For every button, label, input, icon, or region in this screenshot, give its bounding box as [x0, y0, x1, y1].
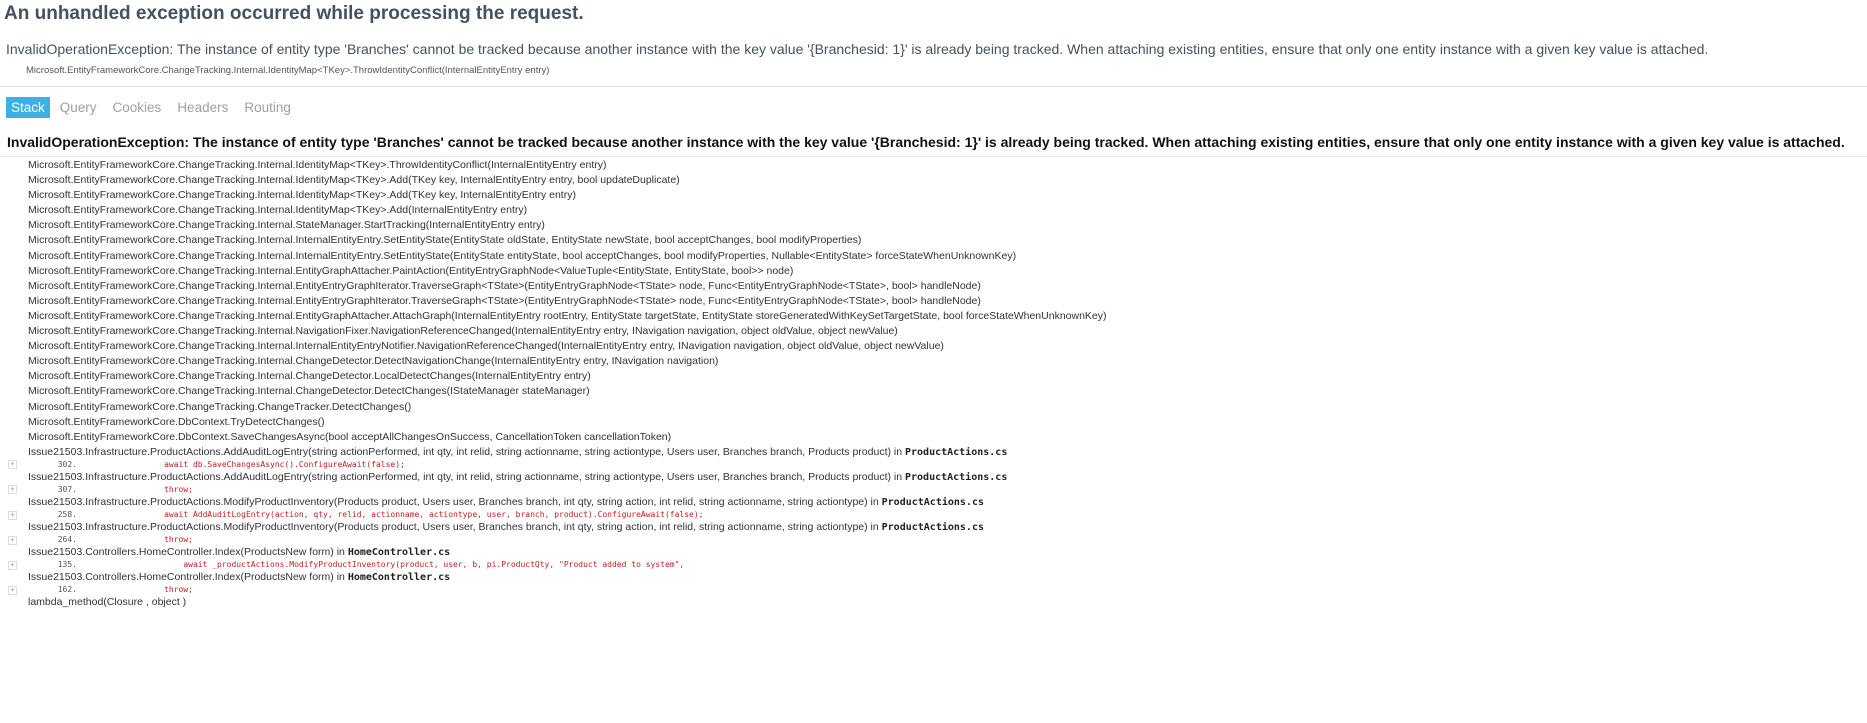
stack-frame: Microsoft.EntityFrameworkCore.ChangeTracking.Internal.ChangeDetector.LocalDetectChanges(InternalEntityEntry entry) [28, 370, 591, 383]
app-frame-file: HomeController.cs [347, 547, 451, 559]
source-code: await _productActions.ModifyProductInventory(product, user, b, pi.ProductQty, "Product added to system", [87, 560, 685, 570]
line-number: 135. [57, 560, 77, 570]
tab-cookies[interactable]: Cookies [112, 99, 162, 115]
stack-frame: Microsoft.EntityFrameworkCore.DbContext.SaveChangesAsync(bool acceptAllChangesOnSuccess, CancellationToken cancellationToken) [28, 430, 672, 443]
source-line [0, 535, 1867, 545]
divider [0, 86, 1867, 87]
stack-frame: Microsoft.EntityFrameworkCore.ChangeTracking.Internal.InternalEntityEntryNotifier.NavigationReferenceChanged(InternalEntityEntry entry, INavigation navigation, object oldValue, object newValue) [28, 340, 944, 353]
line-number: 162. [57, 585, 77, 595]
app-frame [0, 470, 1867, 485]
app-frame-file: ProductActions.cs [905, 446, 1008, 458]
source-code: throw; [87, 484, 193, 494]
app-frame-file: HomeController.cs [347, 572, 451, 584]
expand-source-button[interactable]: + [8, 511, 17, 520]
source-code: throw; [87, 535, 193, 545]
tab-query[interactable]: Query [59, 99, 97, 115]
stack-frame: Microsoft.EntityFrameworkCore.ChangeTracking.Internal.EntityGraphAttacher.AttachGraph(InternalEntityEntry rootEntry, EntityState targetState, EntityState storeGeneratedWithKeySetTargetState, bool forceStateWhenUnknownKey) [28, 309, 1107, 322]
app-frame [0, 545, 1867, 560]
stack-frame: Microsoft.EntityFrameworkCore.ChangeTracking.Internal.InternalEntityEntry.SetEntityState(EntityState entityState, bool acceptChanges, bool modifyProperties, Nullable<EntityState> forceStateWhenUnknownKey) [28, 249, 1017, 262]
line-number: 258. [57, 510, 77, 520]
app-frame-method: Issue21503.Controllers.HomeController.Index(ProductsNew form) in [28, 571, 348, 584]
source-line [0, 510, 1867, 520]
app-frame [0, 520, 1867, 535]
stack-frame: Microsoft.EntityFrameworkCore.ChangeTracking.Internal.ChangeDetector.DetectNavigationChange(InternalEntityEntry entry, INavigation navigation) [28, 355, 719, 368]
expand-source-button[interactable]: + [8, 536, 17, 545]
app-frame-method: Issue21503.Controllers.HomeController.Index(ProductsNew form) in [28, 546, 348, 559]
app-frame-file: ProductActions.cs [905, 471, 1008, 483]
divider [0, 156, 1867, 157]
app-frame [0, 570, 1867, 585]
stack-frame: Microsoft.EntityFrameworkCore.ChangeTracking.Internal.ChangeDetector.DetectChanges(IStateManager stateManager) [28, 385, 590, 398]
app-frame-method: Issue21503.Infrastructure.ProductActions.ModifyProductInventory(Products product, Users user, Branches branch, int qty, string action, int relid, string actionname, string actiontype) in [28, 521, 882, 534]
app-frame-method: Issue21503.Infrastructure.ProductActions.ModifyProductInventory(Products product, Users user, Branches branch, int qty, string action, int relid, string actionname, string actiontype) in [28, 495, 882, 508]
stack-frame: Microsoft.EntityFrameworkCore.ChangeTracking.Internal.IdentityMap<TKey>.Add(TKey key, InternalEntityEntry entry) [28, 189, 576, 202]
exception-summary: InvalidOperationException: The instance of entity type 'Branches' cannot be tracked because another instance with the key value '{Branchesid: 1}' is already being tracked. When attaching existing entities, ensure that only one entity instance with a given key value is attached. [6, 41, 1709, 57]
stack-frame: Microsoft.EntityFrameworkCore.DbContext.TryDetectChanges() [28, 415, 325, 428]
expand-source-button[interactable]: + [8, 586, 17, 595]
stack-frame: Microsoft.EntityFrameworkCore.ChangeTracking.ChangeTracker.DetectChanges() [28, 400, 412, 413]
source-line [0, 585, 1867, 595]
source-code: throw; [87, 585, 193, 595]
app-frame-method: Issue21503.Infrastructure.ProductActions.AddAuditLogEntry(string actionPerformed, int qty, int relid, string actionname, string actiontype, Users user, Branches branch, Products product) in [28, 445, 905, 458]
stack-frame: Microsoft.EntityFrameworkCore.ChangeTracking.Internal.EntityEntryGraphIterator.TraverseGraph<TState>(EntityEntryGraphNode<TState> node, Func<EntityEntryGraphNode<TState>, bool> handleNode) [28, 279, 981, 292]
stack-frames [0, 158, 1867, 610]
expand-source-button[interactable]: + [8, 485, 17, 494]
expand-source-button[interactable]: + [8, 561, 17, 570]
source-code: await AddAuditLogEntry(action, qty, relid, actionname, actiontype, user, branch, product).ConfigureAwait(false); [87, 510, 704, 520]
source-line [0, 460, 1867, 470]
stack-heading: InvalidOperationException: The instance of entity type 'Branches' cannot be tracked because another instance with the key value '{Branchesid: 1}' is already being tracked. When attaching existing entities, ensure that only one entity instance with a given key value is attached. [7, 134, 1845, 150]
source-line [0, 485, 1867, 495]
source-code: await db.SaveChangesAsync().ConfigureAwait(false); [87, 459, 405, 469]
tab-bar [6, 95, 1867, 119]
app-frame [0, 445, 1867, 460]
stack-frame: Microsoft.EntityFrameworkCore.ChangeTracking.Internal.IdentityMap<TKey>.ThrowIdentityConflict(InternalEntityEntry entry) [28, 159, 607, 171]
stack-frame: Microsoft.EntityFrameworkCore.ChangeTracking.Internal.StateManager.StartTracking(InternalEntityEntry entry) [28, 219, 545, 232]
stack-frame: lambda_method(Closure , object ) [28, 596, 187, 609]
app-frame-method: Issue21503.Infrastructure.ProductActions.AddAuditLogEntry(string actionPerformed, int qty, int relid, string actionname, string actiontype, Users user, Branches branch, Products product) in [28, 470, 905, 483]
tab-stack[interactable]: Stack [6, 97, 50, 118]
page-title: An unhandled exception occurred while processing the request. [4, 3, 584, 24]
line-number: 302. [57, 459, 77, 469]
tab-headers[interactable]: Headers [177, 99, 229, 115]
app-frame-file: ProductActions.cs [881, 496, 984, 508]
stack-frame: Microsoft.EntityFrameworkCore.ChangeTracking.Internal.IdentityMap<TKey>.Add(InternalEntityEntry entry) [28, 204, 528, 217]
expand-source-button[interactable]: + [8, 460, 17, 469]
app-frame-file: ProductActions.cs [881, 522, 984, 534]
stack-frame: Microsoft.EntityFrameworkCore.ChangeTracking.Internal.EntityEntryGraphIterator.TraverseGraph<TState>(EntityEntryGraphNode<TState> node, Func<EntityEntryGraphNode<TState>, bool> handleNode) [28, 294, 981, 307]
line-number: 307. [57, 484, 77, 494]
error-page [0, 0, 1867, 26]
stack-frame: Microsoft.EntityFrameworkCore.ChangeTracking.Internal.InternalEntityEntry.SetEntityState(EntityState oldState, EntityState newState, bool acceptChanges, bool modifyProperties) [28, 234, 862, 247]
stack-frame: Microsoft.EntityFrameworkCore.ChangeTracking.Internal.NavigationFixer.NavigationReferenceChanged(InternalEntityEntry entry, INavigation navigation, object oldValue, object newValue) [28, 325, 898, 338]
tab-routing[interactable]: Routing [244, 99, 291, 115]
line-number: 264. [57, 535, 77, 545]
app-frame [0, 495, 1867, 510]
exception-location: Microsoft.EntityFrameworkCore.ChangeTracking.Internal.IdentityMap<TKey>.ThrowIdentityConflict(InternalEntityEntry entry) [26, 65, 550, 76]
stack-frame: Microsoft.EntityFrameworkCore.ChangeTracking.Internal.EntityGraphAttacher.PaintAction(EntityEntryGraphNode<ValueTuple<EntityState, EntityState, bool>> node) [28, 264, 794, 277]
stack-frame: Microsoft.EntityFrameworkCore.ChangeTracking.Internal.IdentityMap<TKey>.Add(TKey key, InternalEntityEntry entry, bool updateDuplicate) [28, 174, 680, 187]
source-line [0, 560, 1867, 570]
